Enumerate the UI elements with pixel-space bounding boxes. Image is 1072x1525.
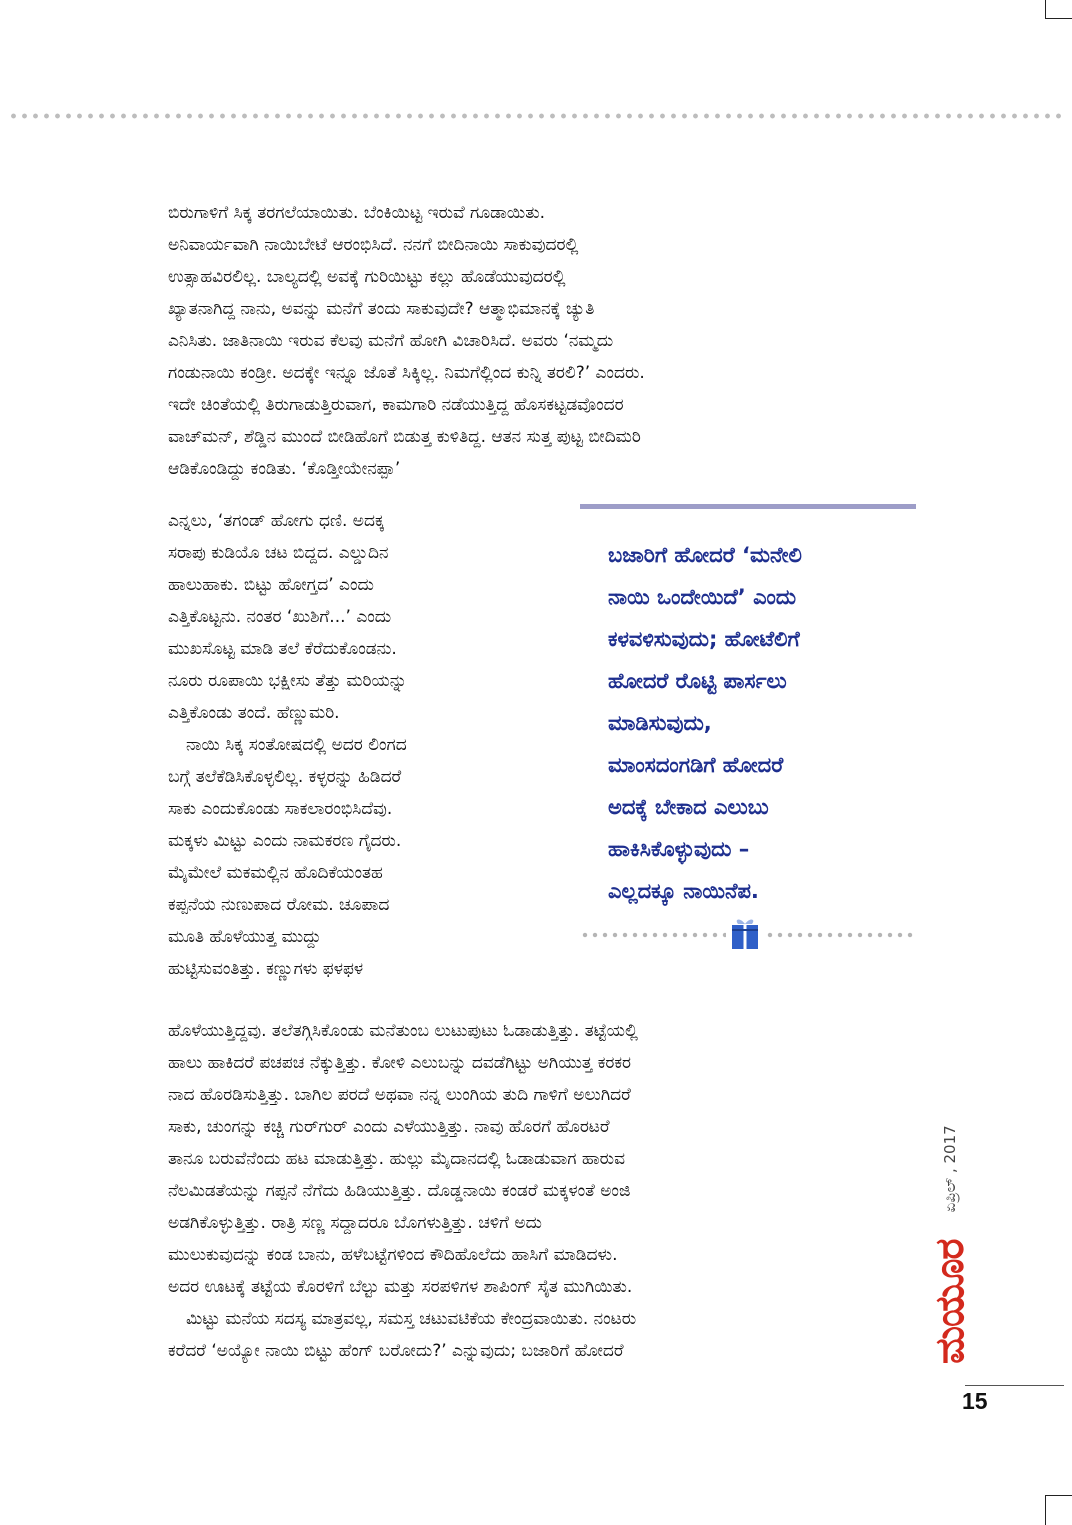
article-line: ಎನ್ನಲು, ‘ತಗಂಡ್ ಹೋಗು ಧಣಿ. ಅದಕ್ಕ: [168, 511, 385, 531]
article-line: ಅದರ ಊಟಕ್ಕೆ ತಟ್ಟೆಯ ಕೊರಳಿಗೆ ಬೆಲ್ಟು ಮತ್ತು ಸರಪಳಿಗಳ ಶಾಪಿಂಗ್ ಸೈತ ಮುಗಿಯಿತು.: [168, 1277, 633, 1297]
article-line: ನೆಲಮಿಡತೆಯನ್ನು ಗಪ್ಪನೆ ನೆಗೆದು ಹಿಡಿಯುತ್ತಿತ್ತು. ದೊಡ್ಡನಾಯಿ ಕಂಡರೆ ಮಕ್ಕಳಂತೆ ಅಂಜಿ: [168, 1181, 631, 1201]
pull-quote-dotted-rule-left: [580, 932, 726, 938]
article-line: ಸಾಕು, ಚುಂಗನ್ನು ಕಚ್ಚಿ ಗುರ್‌ಗುರ್ ಎಂದು ಎಳೆಯುತ್ತಿತ್ತು. ನಾವು ಹೊರಗೆ ಹೊರಟರೆ: [168, 1117, 610, 1137]
article-line: ಅನಿವಾರ್ಯವಾಗಿ ನಾಯಿಬೇಟೆ ಆರಂಭಿಸಿದೆ. ನನಗೆ ಬೀದಿನಾಯಿ ಸಾಕುವುದರಲ್ಲಿ: [168, 235, 579, 255]
pull-quote-line: ಕಳವಳಿಸುವುದು; ಹೋಟೆಲಿಗೆ: [608, 627, 800, 651]
article-line: ಮಕ್ಕಳು ಮಿಟ್ಟು ಎಂದು ನಾಮಕರಣ ಗೈದರು.: [168, 831, 402, 851]
pull-quote-line: ಮಾಡಿಸುವುದು,: [608, 711, 712, 735]
article-line: ಮುಖಸೊಟ್ಟ ಮಾಡಿ ತಲೆ ಕೆರೆದುಕೊಂಡನು.: [168, 639, 397, 659]
pull-quote-line: ಹಾಕಿಸಿಕೊಳ್ಳುವುದು –: [608, 837, 750, 861]
article-line: ವಾಚ್‌ಮನ್, ಶೆಡ್ಡಿನ ಮುಂದೆ ಬೀಡಿಹೊಗೆ ಬಿಡುತ್ತ ಕುಳಿತಿದ್ದ. ಆತನ ಸುತ್ತ ಪುಟ್ಟ ಬೀದಿಮರಿ: [168, 427, 641, 447]
magazine-name: ಮಯೂರ: [926, 1239, 973, 1364]
pull-quote-line: ಬಜಾರಿಗೆ ಹೋದರೆ ‘ಮನೇಲಿ: [608, 543, 802, 567]
article-line: ಆಡಿಕೊಂಡಿದ್ದು ಕಂಡಿತು. ‘ಕೊಡ್ತೀಯೇನಪ್ಪಾ’: [168, 459, 401, 479]
article-line: ಗಂಡುನಾಯಿ ಕಂಡ್ರೀ. ಅದಕ್ಕೇ ಇನ್ನೂ ಜೊತೆ ಸಿಕ್ಕಿಲ್ಲ. ನಿಮಗೆಲ್ಲಿಂದ ಕುನ್ನಿ ತರಲಿ?’ ಎಂದರು.: [168, 363, 645, 383]
article-line: ಎತ್ತಿಕೊಂಡು ತಂದೆ. ಹೆಣ್ಣುಮರಿ.: [168, 703, 340, 723]
crop-mark-bottom-horizontal: [1045, 1495, 1072, 1496]
article-line: ಮೂತಿ ಹೊಳೆಯುತ್ತ ಮುದ್ದು: [168, 927, 322, 947]
article-line: ಕಪ್ಪನೆಯ ನುಣುಪಾದ ರೋಮ. ಚೂಪಾದ: [168, 895, 390, 915]
article-line: ನಾಯಿ ಸಿಕ್ಕ ಸಂತೋಷದಲ್ಲಿ ಅದರ ಲಿಂಗದ: [186, 735, 407, 755]
pull-quote-dotted-rule-right: [765, 932, 917, 938]
magazine-side-label: [920, 1004, 980, 1364]
crop-mark-top-vertical: [1045, 0, 1046, 18]
article-line: ಸರಾಪು ಕುಡಿಯೊ ಚಟ ಬಿದ್ದದ. ಎಲ್ಡುದಿನ: [168, 543, 389, 563]
article-line: ಸಾಕು ಎಂದುಕೊಂಡು ಸಾಕಲಾರಂಭಿಸಿದೆವು.: [168, 799, 393, 819]
article-line: ಎತ್ತಿಕೊಟ್ಟನು. ನಂತರ ‘ಖುಶಿಗೆ...’ ಎಂದು: [168, 607, 392, 627]
article-line: ಹಾಲು ಹಾಕಿದರೆ ಪಚಪಚ ನೆಕ್ಕುತ್ತಿತ್ತು. ಕೋಳಿ ಎಲುಬನ್ನು ದವಡೆಗಿಟ್ಟು ಅಗಿಯುತ್ತ ಕರಕರ: [168, 1053, 631, 1073]
article-line: ಖ್ಯಾತನಾಗಿದ್ದ ನಾನು, ಅವನ್ನು ಮನೆಗೆ ತಂದು ಸಾಕುವುದೇ? ಆತ್ಮಾಭಿಮಾನಕ್ಕೆ ಚ್ಯುತಿ: [168, 299, 595, 319]
page-number: 15: [962, 1388, 988, 1414]
article-line: ಮಿಟ್ಟು ಮನೆಯ ಸದಸ್ಯ ಮಾತ್ರವಲ್ಲ, ಸಮಸ್ತ ಚಟುವಟಿಕೆಯ ಕೇಂದ್ರವಾಯಿತು. ನಂಟರು: [186, 1309, 637, 1329]
article-line: ಮೈಮೇಲೆ ಮಕಮಲ್ಲಿನ ಹೊದಿಕೆಯಂತಹ: [168, 863, 383, 883]
article-line: ಇದೇ ಚಿಂತೆಯಲ್ಲಿ ತಿರುಗಾಡುತ್ತಿರುವಾಗ, ಕಾಮಗಾರಿ ನಡೆಯುತ್ತಿದ್ದ ಹೊಸಕಟ್ಟಡವೊಂದರ: [168, 395, 624, 415]
crop-mark-top-horizontal: [1045, 18, 1072, 19]
article-line: ಹಾಲುಹಾಕು. ಬಿಟ್ಟು ಹೋಗ್ತದ’ ಎಂದು: [168, 575, 374, 595]
article-line: ನಾದ ಹೊರಡಿಸುತ್ತಿತ್ತು. ಬಾಗಿಲ ಪರದೆ ಅಥವಾ ನನ್ನ ಲುಂಗಿಯ ತುದಿ ಗಾಳಿಗೆ ಅಲುಗಿದರೆ: [168, 1085, 631, 1105]
crop-mark-bottom-vertical: [1045, 1495, 1046, 1525]
pull-quote-line: ಅದಕ್ಕೆ ಬೇಕಾದ ಎಲುಬು: [608, 795, 769, 819]
article-line: ಎನಿಸಿತು. ಜಾತಿನಾಯಿ ಇರುವ ಕೆಲವು ಮನೆಗೆ ಹೋಗಿ ವಿಚಾರಿಸಿದೆ. ಅವರು ‘ನಮ್ಮದು: [168, 331, 614, 351]
article-line: ಕರೆದರೆ ‘ಅಯ್ಯೋ ನಾಯಿ ಬಿಟ್ಟು ಹೆಂಗ್ ಬರೋದು?’ ಎನ್ನುವುದು; ಬಜಾರಿಗೆ ಹೋದರೆ: [168, 1341, 624, 1361]
article-line: ನೂರು ರೂಪಾಯಿ ಭಕ್ಷೀಸು ತೆತ್ತು ಮರಿಯನ್ನು: [168, 671, 407, 691]
pull-quote-line: ಎಲ್ಲದಕ್ಕೂ ನಾಯಿನೆಪ.: [608, 879, 759, 903]
gift-box-icon: [729, 915, 761, 951]
pull-quote-line: ಹೋದರೆ ರೊಟ್ಟಿ ಪಾರ್ಸಲು: [608, 669, 787, 693]
article-line: ಬಿರುಗಾಳಿಗೆ ಸಿಕ್ಕ ತರಗಲೆಯಾಯಿತು. ಬೆಂಕಿಯಿಟ್ಟ ಇರುವೆ ಗೂಡಾಯಿತು.: [168, 203, 546, 223]
article-line: ಮುಲುಕುವುದನ್ನು ಕಂಡ ಬಾನು, ಹಳೆಬಟ್ಟೆಗಳಿಂದ ಕೌದಿಹೊಲೆದು ಹಾಸಿಗೆ ಮಾಡಿದಳು.: [168, 1245, 618, 1265]
top-dotted-divider: [8, 113, 1064, 119]
article-line: ತಾನೂ ಬರುವೆನೆಂದು ಹಟ ಮಾಡುತ್ತಿತ್ತು. ಹುಲ್ಲು ಮೈದಾನದಲ್ಲಿ ಓಡಾಡುವಾಗ ಹಾರುವ: [168, 1149, 625, 1169]
pull-quote-line: ಮಾಂಸದಂಗಡಿಗೆ ಹೋದರೆ: [608, 753, 784, 777]
article-line: ಉತ್ಸಾಹವಿರಲಿಲ್ಲ. ಬಾಲ್ಯದಲ್ಲಿ ಅವಕ್ಕೆ ಗುರಿಯಿಟ್ಟು ಕಲ್ಲು ಹೊಡೆಯುವುದರಲ್ಲಿ: [168, 267, 566, 287]
pull-quote-line: ನಾಯಿ ಒಂದೇಯಿದೆ’ ಎಂದು: [608, 585, 797, 609]
article-line: ಹುಟ್ಟಿಸುವಂತಿತ್ತು. ಕಣ್ಣುಗಳು ಫಳಫಳ: [168, 959, 364, 979]
article-line: ಅಡಗಿಕೊಳ್ಳುತ್ತಿತ್ತು. ರಾತ್ರಿ ಸಣ್ಣ ಸದ್ದಾದರೂ ಬೊಗಳುತ್ತಿತ್ತು. ಚಳಿಗೆ ಅದು: [168, 1213, 542, 1233]
pull-quote-top-rule: [580, 504, 916, 509]
page-number-rule: [965, 1385, 1064, 1386]
issue-date: ಏಪ್ರಿಲ್ , 2017: [941, 1125, 959, 1213]
pull-quote: [608, 534, 928, 912]
article-line: ಬಗ್ಗೆ ತಲೆಕೆಡಿಸಿಕೊಳ್ಳಲಿಲ್ಲ. ಕಳ್ಳರನ್ನು ಹಿಡಿದರೆ: [168, 767, 402, 787]
article-line: ಹೊಳೆಯುತ್ತಿದ್ದವು. ತಲೆತಗ್ಗಿಸಿಕೊಂಡು ಮನೆತುಂಬ ಲುಟುಪುಟು ಓಡಾಡುತ್ತಿತ್ತು. ತಟ್ಟೆಯಲ್ಲಿ: [168, 1021, 638, 1041]
